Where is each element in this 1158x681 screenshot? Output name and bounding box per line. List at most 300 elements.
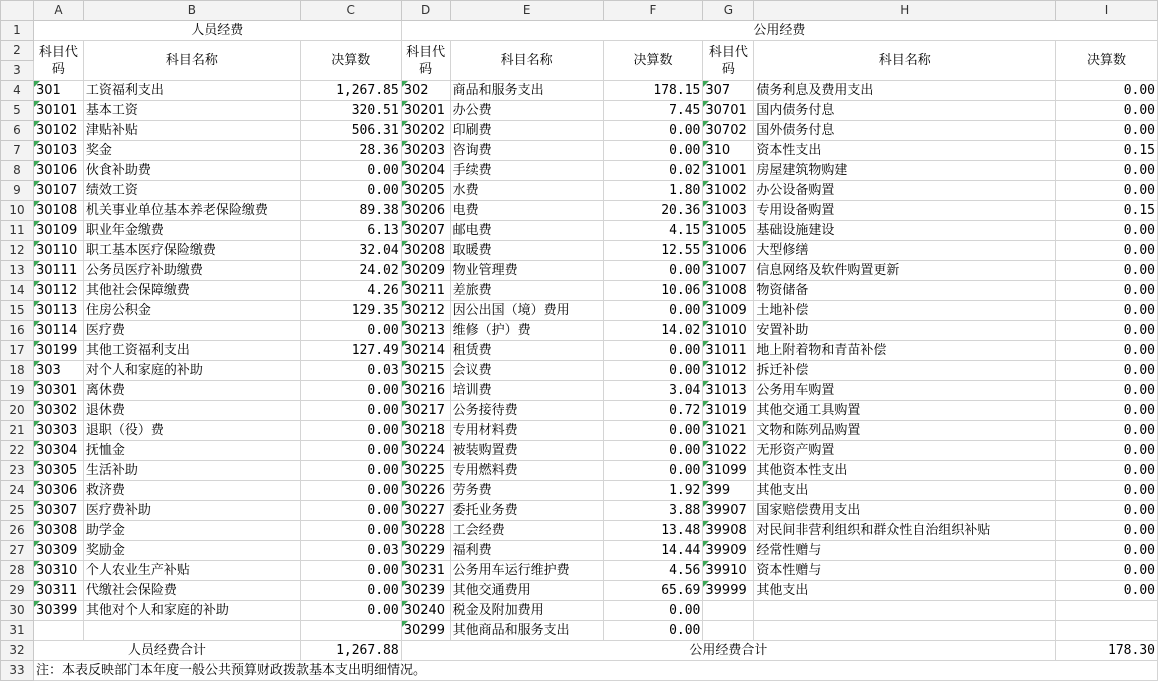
row-header[interactable]: 22 (1, 441, 34, 461)
code-cell[interactable]: 31021 (703, 421, 754, 441)
name-cell[interactable]: 国家赔偿费用支出 (754, 501, 1056, 521)
row-header[interactable]: 14 (1, 281, 34, 301)
amount-cell[interactable]: 178.15 (603, 81, 703, 101)
amount-cell[interactable]: 24.02 (300, 261, 401, 281)
code-cell[interactable]: 30226 (401, 481, 450, 501)
name-cell[interactable]: 国外债务付息 (754, 121, 1056, 141)
code-cell[interactable]: 30307 (33, 501, 83, 521)
name-cell[interactable]: 资本性赠与 (754, 561, 1056, 581)
amount-cell[interactable]: 0.00 (300, 561, 401, 581)
name-cell[interactable]: 个人农业生产补贴 (83, 561, 300, 581)
amount-cell[interactable]: 0.00 (1056, 241, 1158, 261)
amount-cell[interactable]: 0.00 (603, 341, 703, 361)
amount-cell[interactable]: 0.00 (1056, 381, 1158, 401)
personnel-total-label[interactable]: 人员经费合计 (33, 641, 300, 661)
code-cell[interactable]: 30303 (33, 421, 83, 441)
amount-cell[interactable]: 0.00 (603, 301, 703, 321)
name-cell[interactable]: 被装购置费 (450, 441, 603, 461)
amount-cell[interactable]: 0.00 (1056, 501, 1158, 521)
code-cell[interactable]: 31010 (703, 321, 754, 341)
name-cell[interactable]: 国内债务付息 (754, 101, 1056, 121)
amount-cell[interactable]: 129.35 (300, 301, 401, 321)
name-cell[interactable]: 房屋建筑物购建 (754, 161, 1056, 181)
code-cell[interactable]: 30305 (33, 461, 83, 481)
goods-amount-header[interactable]: 决算数 (603, 41, 703, 81)
code-cell[interactable]: 30211 (401, 281, 450, 301)
row-header[interactable]: 17 (1, 341, 34, 361)
code-cell[interactable]: 30240 (401, 601, 450, 621)
row-header[interactable]: 8 (1, 161, 34, 181)
row-header[interactable]: 32 (1, 641, 34, 661)
amount-cell[interactable]: 0.00 (1056, 101, 1158, 121)
amount-cell[interactable]: 3.04 (603, 381, 703, 401)
name-cell[interactable]: 离休费 (83, 381, 300, 401)
code-cell[interactable]: 30199 (33, 341, 83, 361)
name-cell[interactable]: 资本性支出 (754, 141, 1056, 161)
amount-cell[interactable]: 0.00 (300, 481, 401, 501)
name-cell[interactable]: 物资储备 (754, 281, 1056, 301)
amount-cell[interactable]: 12.55 (603, 241, 703, 261)
name-cell[interactable]: 医疗费 (83, 321, 300, 341)
row-header[interactable]: 25 (1, 501, 34, 521)
code-cell[interactable]: 30212 (401, 301, 450, 321)
code-cell[interactable]: 31003 (703, 201, 754, 221)
amount-cell[interactable]: 0.00 (603, 141, 703, 161)
select-all-corner[interactable] (1, 1, 34, 21)
public-amount-header[interactable]: 决算数 (1056, 41, 1158, 81)
amount-cell[interactable]: 1,267.85 (300, 81, 401, 101)
name-cell[interactable]: 其他支出 (754, 481, 1056, 501)
name-cell[interactable]: 地上附着物和青苗补偿 (754, 341, 1056, 361)
code-cell[interactable]: 39907 (703, 501, 754, 521)
amount-cell[interactable]: 0.00 (1056, 281, 1158, 301)
name-cell[interactable]: 住房公积金 (83, 301, 300, 321)
code-cell[interactable]: 30103 (33, 141, 83, 161)
amount-cell[interactable]: 0.00 (1056, 261, 1158, 281)
amount-cell[interactable]: 0.00 (1056, 581, 1158, 601)
name-cell[interactable]: 助学金 (83, 521, 300, 541)
column-header-a[interactable]: A (33, 1, 83, 21)
name-cell[interactable]: 奖金 (83, 141, 300, 161)
amount-cell[interactable] (1056, 601, 1158, 621)
goods-code-header[interactable]: 科目代码 (401, 41, 450, 81)
table-note[interactable]: 注：本表反映部门本年度一般公共预算财政拨款基本支出明细情况。 (33, 661, 1157, 681)
row-header[interactable]: 18 (1, 361, 34, 381)
name-cell[interactable]: 福利费 (450, 541, 603, 561)
code-cell[interactable]: 30217 (401, 401, 450, 421)
public-name-header[interactable]: 科目名称 (754, 41, 1056, 81)
goods-name-header[interactable]: 科目名称 (450, 41, 603, 81)
name-cell[interactable]: 手续费 (450, 161, 603, 181)
name-cell[interactable]: 债务利息及费用支出 (754, 81, 1056, 101)
amount-cell[interactable]: 0.00 (1056, 561, 1158, 581)
amount-cell[interactable]: 0.00 (300, 601, 401, 621)
code-cell[interactable]: 30216 (401, 381, 450, 401)
name-cell[interactable]: 租赁费 (450, 341, 603, 361)
name-cell[interactable]: 会议费 (450, 361, 603, 381)
name-cell[interactable]: 其他社会保障缴费 (83, 281, 300, 301)
name-cell[interactable]: 土地补偿 (754, 301, 1056, 321)
code-cell[interactable]: 30207 (401, 221, 450, 241)
public-total-value[interactable]: 178.30 (1056, 641, 1158, 661)
amount-cell[interactable]: 0.00 (1056, 181, 1158, 201)
amount-cell[interactable]: 20.36 (603, 201, 703, 221)
code-cell[interactable]: 30112 (33, 281, 83, 301)
amount-cell[interactable]: 0.00 (603, 461, 703, 481)
name-cell[interactable]: 基本工资 (83, 101, 300, 121)
code-cell[interactable]: 30108 (33, 201, 83, 221)
code-cell[interactable]: 310 (703, 141, 754, 161)
row-header[interactable]: 26 (1, 521, 34, 541)
code-cell[interactable]: 30702 (703, 121, 754, 141)
name-cell[interactable]: 生活补助 (83, 461, 300, 481)
code-cell[interactable]: 31012 (703, 361, 754, 381)
amount-cell[interactable]: 0.00 (603, 261, 703, 281)
amount-cell[interactable]: 0.00 (1056, 441, 1158, 461)
amount-cell[interactable]: 320.51 (300, 101, 401, 121)
name-cell[interactable]: 对民间非营利组织和群众性自治组织补贴 (754, 521, 1056, 541)
amount-cell[interactable]: 0.00 (1056, 361, 1158, 381)
row-header[interactable]: 30 (1, 601, 34, 621)
code-cell[interactable]: 31011 (703, 341, 754, 361)
amount-cell[interactable]: 0.00 (300, 521, 401, 541)
name-cell[interactable]: 商品和服务支出 (450, 81, 603, 101)
name-cell[interactable]: 奖励金 (83, 541, 300, 561)
name-cell[interactable]: 机关事业单位基本养老保险缴费 (83, 201, 300, 221)
public-total-label[interactable]: 公用经费合计 (401, 641, 1055, 661)
amount-cell[interactable]: 0.00 (1056, 401, 1158, 421)
name-cell[interactable]: 工会经费 (450, 521, 603, 541)
personnel-name-header[interactable]: 科目名称 (83, 41, 300, 81)
row-header[interactable]: 24 (1, 481, 34, 501)
amount-cell[interactable]: 0.00 (300, 501, 401, 521)
code-cell[interactable]: 303 (33, 361, 83, 381)
name-cell[interactable]: 邮电费 (450, 221, 603, 241)
code-cell[interactable]: 31001 (703, 161, 754, 181)
code-cell[interactable]: 30308 (33, 521, 83, 541)
name-cell[interactable]: 专用燃料费 (450, 461, 603, 481)
code-cell[interactable]: 30213 (401, 321, 450, 341)
amount-cell[interactable]: 0.00 (300, 461, 401, 481)
code-cell[interactable]: 30302 (33, 401, 83, 421)
code-cell[interactable]: 30309 (33, 541, 83, 561)
amount-cell[interactable]: 7.45 (603, 101, 703, 121)
row-header[interactable]: 4 (1, 81, 34, 101)
row-header[interactable]: 15 (1, 301, 34, 321)
code-cell[interactable]: 30205 (401, 181, 450, 201)
name-cell[interactable]: 无形资产购置 (754, 441, 1056, 461)
personnel-code-header[interactable]: 科目代码 (33, 41, 83, 81)
code-cell[interactable] (33, 621, 83, 641)
row-header[interactable]: 31 (1, 621, 34, 641)
name-cell[interactable]: 工资福利支出 (83, 81, 300, 101)
name-cell[interactable]: 水费 (450, 181, 603, 201)
name-cell[interactable]: 劳务费 (450, 481, 603, 501)
code-cell[interactable]: 30204 (401, 161, 450, 181)
amount-cell[interactable]: 0.00 (1056, 81, 1158, 101)
amount-cell[interactable]: 0.00 (603, 441, 703, 461)
name-cell[interactable]: 公务用车购置 (754, 381, 1056, 401)
name-cell[interactable]: 其他交通费用 (450, 581, 603, 601)
amount-cell[interactable]: 6.13 (300, 221, 401, 241)
column-header-d[interactable]: D (401, 1, 450, 21)
name-cell[interactable]: 经常性赠与 (754, 541, 1056, 561)
name-cell[interactable]: 专用材料费 (450, 421, 603, 441)
code-cell[interactable]: 30310 (33, 561, 83, 581)
code-cell[interactable]: 30231 (401, 561, 450, 581)
row-header[interactable]: 5 (1, 101, 34, 121)
code-cell[interactable]: 30301 (33, 381, 83, 401)
row-header[interactable]: 2 (1, 41, 34, 61)
name-cell[interactable]: 退职（役）费 (83, 421, 300, 441)
row-header[interactable]: 23 (1, 461, 34, 481)
amount-cell[interactable]: 89.38 (300, 201, 401, 221)
row-header[interactable]: 10 (1, 201, 34, 221)
public-code-header[interactable]: 科目代码 (703, 41, 754, 81)
amount-cell[interactable]: 0.03 (300, 541, 401, 561)
code-cell[interactable]: 31099 (703, 461, 754, 481)
amount-cell[interactable]: 32.04 (300, 241, 401, 261)
amount-cell[interactable]: 0.00 (603, 421, 703, 441)
column-header-e[interactable]: E (450, 1, 603, 21)
name-cell[interactable]: 文物和陈列品购置 (754, 421, 1056, 441)
code-cell[interactable]: 30701 (703, 101, 754, 121)
code-cell[interactable]: 30224 (401, 441, 450, 461)
name-cell[interactable]: 对个人和家庭的补助 (83, 361, 300, 381)
row-header[interactable]: 27 (1, 541, 34, 561)
code-cell[interactable]: 30228 (401, 521, 450, 541)
name-cell[interactable]: 其他资本性支出 (754, 461, 1056, 481)
code-cell[interactable]: 30106 (33, 161, 83, 181)
name-cell[interactable]: 抚恤金 (83, 441, 300, 461)
name-cell[interactable]: 咨询费 (450, 141, 603, 161)
code-cell[interactable]: 30306 (33, 481, 83, 501)
row-header[interactable]: 9 (1, 181, 34, 201)
code-cell[interactable]: 399 (703, 481, 754, 501)
amount-cell[interactable]: 0.00 (300, 161, 401, 181)
public-section-title[interactable]: 公用经费 (401, 21, 1157, 41)
amount-cell[interactable]: 4.15 (603, 221, 703, 241)
code-cell[interactable]: 39909 (703, 541, 754, 561)
amount-cell[interactable]: 4.26 (300, 281, 401, 301)
name-cell[interactable]: 公务接待费 (450, 401, 603, 421)
amount-cell[interactable]: 0.00 (603, 601, 703, 621)
code-cell[interactable]: 307 (703, 81, 754, 101)
column-header-f[interactable]: F (603, 1, 703, 21)
code-cell[interactable]: 39999 (703, 581, 754, 601)
amount-cell[interactable]: 0.00 (1056, 521, 1158, 541)
amount-cell[interactable]: 4.56 (603, 561, 703, 581)
name-cell[interactable]: 信息网络及软件购置更新 (754, 261, 1056, 281)
code-cell[interactable] (703, 601, 754, 621)
amount-cell[interactable]: 0.00 (300, 401, 401, 421)
code-cell[interactable]: 31022 (703, 441, 754, 461)
code-cell[interactable] (703, 621, 754, 641)
row-header[interactable]: 21 (1, 421, 34, 441)
code-cell[interactable]: 31008 (703, 281, 754, 301)
row-header[interactable]: 12 (1, 241, 34, 261)
code-cell[interactable]: 30203 (401, 141, 450, 161)
code-cell[interactable]: 30102 (33, 121, 83, 141)
column-header-i[interactable]: I (1056, 1, 1158, 21)
amount-cell[interactable]: 13.48 (603, 521, 703, 541)
amount-cell[interactable]: 1.80 (603, 181, 703, 201)
code-cell[interactable]: 31009 (703, 301, 754, 321)
row-header[interactable]: 6 (1, 121, 34, 141)
amount-cell[interactable]: 0.00 (300, 381, 401, 401)
name-cell[interactable]: 公务员医疗补助缴费 (83, 261, 300, 281)
name-cell[interactable]: 维修（护）费 (450, 321, 603, 341)
code-cell[interactable]: 30299 (401, 621, 450, 641)
code-cell[interactable]: 30311 (33, 581, 83, 601)
amount-cell[interactable]: 506.31 (300, 121, 401, 141)
amount-cell[interactable]: 14.02 (603, 321, 703, 341)
amount-cell[interactable]: 0.15 (1056, 141, 1158, 161)
row-header[interactable]: 7 (1, 141, 34, 161)
amount-cell[interactable]: 0.00 (1056, 421, 1158, 441)
amount-cell[interactable]: 0.00 (1056, 321, 1158, 341)
amount-cell[interactable]: 0.00 (1056, 341, 1158, 361)
code-cell[interactable]: 30114 (33, 321, 83, 341)
name-cell[interactable]: 印刷费 (450, 121, 603, 141)
code-cell[interactable]: 301 (33, 81, 83, 101)
name-cell[interactable]: 救济费 (83, 481, 300, 501)
column-header-c[interactable]: C (300, 1, 401, 21)
code-cell[interactable]: 30202 (401, 121, 450, 141)
amount-cell[interactable]: 14.44 (603, 541, 703, 561)
code-cell[interactable]: 39910 (703, 561, 754, 581)
name-cell[interactable]: 培训费 (450, 381, 603, 401)
name-cell[interactable]: 专用设备购置 (754, 201, 1056, 221)
code-cell[interactable]: 302 (401, 81, 450, 101)
amount-cell[interactable]: 1.92 (603, 481, 703, 501)
name-cell[interactable]: 职工基本医疗保险缴费 (83, 241, 300, 261)
amount-cell[interactable] (1056, 621, 1158, 641)
name-cell[interactable]: 办公设备购置 (754, 181, 1056, 201)
amount-cell[interactable] (300, 621, 401, 641)
name-cell[interactable]: 大型修缮 (754, 241, 1056, 261)
code-cell[interactable]: 30399 (33, 601, 83, 621)
name-cell[interactable]: 其他对个人和家庭的补助 (83, 601, 300, 621)
name-cell[interactable]: 委托业务费 (450, 501, 603, 521)
amount-cell[interactable]: 28.36 (300, 141, 401, 161)
row-header[interactable]: 20 (1, 401, 34, 421)
code-cell[interactable]: 30214 (401, 341, 450, 361)
code-cell[interactable]: 39908 (703, 521, 754, 541)
code-cell[interactable]: 30304 (33, 441, 83, 461)
personnel-amount-header[interactable]: 决算数 (300, 41, 401, 81)
code-cell[interactable]: 30101 (33, 101, 83, 121)
personnel-section-title[interactable]: 人员经费 (33, 21, 401, 41)
name-cell[interactable]: 物业管理费 (450, 261, 603, 281)
code-cell[interactable]: 31007 (703, 261, 754, 281)
name-cell[interactable]: 拆迁补偿 (754, 361, 1056, 381)
row-header[interactable]: 29 (1, 581, 34, 601)
column-header-g[interactable]: G (703, 1, 754, 21)
amount-cell[interactable]: 0.00 (1056, 161, 1158, 181)
name-cell[interactable]: 差旅费 (450, 281, 603, 301)
amount-cell[interactable]: 0.00 (603, 361, 703, 381)
amount-cell[interactable]: 0.00 (300, 441, 401, 461)
name-cell[interactable]: 安置补助 (754, 321, 1056, 341)
row-header[interactable]: 19 (1, 381, 34, 401)
amount-cell[interactable]: 0.00 (1056, 221, 1158, 241)
code-cell[interactable]: 30239 (401, 581, 450, 601)
row-header[interactable]: 33 (1, 661, 34, 681)
name-cell[interactable]: 代缴社会保险费 (83, 581, 300, 601)
name-cell[interactable]: 津贴补贴 (83, 121, 300, 141)
name-cell[interactable]: 基础设施建设 (754, 221, 1056, 241)
amount-cell[interactable]: 0.00 (300, 181, 401, 201)
code-cell[interactable]: 30218 (401, 421, 450, 441)
name-cell[interactable] (754, 621, 1056, 641)
name-cell[interactable] (83, 621, 300, 641)
amount-cell[interactable]: 0.00 (1056, 121, 1158, 141)
name-cell[interactable]: 医疗费补助 (83, 501, 300, 521)
name-cell[interactable]: 退休费 (83, 401, 300, 421)
code-cell[interactable]: 31019 (703, 401, 754, 421)
code-cell[interactable]: 30107 (33, 181, 83, 201)
code-cell[interactable]: 30113 (33, 301, 83, 321)
code-cell[interactable]: 30109 (33, 221, 83, 241)
amount-cell[interactable]: 0.00 (300, 321, 401, 341)
name-cell[interactable]: 办公费 (450, 101, 603, 121)
amount-cell[interactable]: 0.03 (300, 361, 401, 381)
name-cell[interactable]: 其他商品和服务支出 (450, 621, 603, 641)
amount-cell[interactable]: 3.88 (603, 501, 703, 521)
code-cell[interactable]: 30206 (401, 201, 450, 221)
name-cell[interactable]: 取暖费 (450, 241, 603, 261)
code-cell[interactable]: 31013 (703, 381, 754, 401)
code-cell[interactable]: 30209 (401, 261, 450, 281)
amount-cell[interactable]: 10.06 (603, 281, 703, 301)
name-cell[interactable]: 其他支出 (754, 581, 1056, 601)
name-cell[interactable]: 电费 (450, 201, 603, 221)
amount-cell[interactable]: 0.00 (1056, 481, 1158, 501)
amount-cell[interactable]: 0.15 (1056, 201, 1158, 221)
column-header-b[interactable]: B (83, 1, 300, 21)
amount-cell[interactable]: 0.02 (603, 161, 703, 181)
name-cell[interactable]: 其他交通工具购置 (754, 401, 1056, 421)
amount-cell[interactable]: 0.00 (1056, 301, 1158, 321)
name-cell[interactable]: 因公出国（境）费用 (450, 301, 603, 321)
row-header[interactable]: 16 (1, 321, 34, 341)
code-cell[interactable]: 30215 (401, 361, 450, 381)
amount-cell[interactable]: 0.00 (300, 581, 401, 601)
amount-cell[interactable]: 0.72 (603, 401, 703, 421)
column-header-h[interactable]: H (754, 1, 1056, 21)
code-cell[interactable]: 30201 (401, 101, 450, 121)
code-cell[interactable]: 31002 (703, 181, 754, 201)
code-cell[interactable]: 30227 (401, 501, 450, 521)
name-cell[interactable]: 伙食补助费 (83, 161, 300, 181)
code-cell[interactable]: 31005 (703, 221, 754, 241)
name-cell[interactable]: 其他工资福利支出 (83, 341, 300, 361)
code-cell[interactable]: 30225 (401, 461, 450, 481)
row-header[interactable]: 11 (1, 221, 34, 241)
amount-cell[interactable]: 127.49 (300, 341, 401, 361)
name-cell[interactable] (754, 601, 1056, 621)
row-header[interactable]: 13 (1, 261, 34, 281)
name-cell[interactable]: 公务用车运行维护费 (450, 561, 603, 581)
code-cell[interactable]: 30110 (33, 241, 83, 261)
amount-cell[interactable]: 0.00 (603, 621, 703, 641)
amount-cell[interactable]: 0.00 (603, 121, 703, 141)
code-cell[interactable]: 30208 (401, 241, 450, 261)
amount-cell[interactable]: 65.69 (603, 581, 703, 601)
row-header[interactable]: 28 (1, 561, 34, 581)
amount-cell[interactable]: 0.00 (1056, 541, 1158, 561)
